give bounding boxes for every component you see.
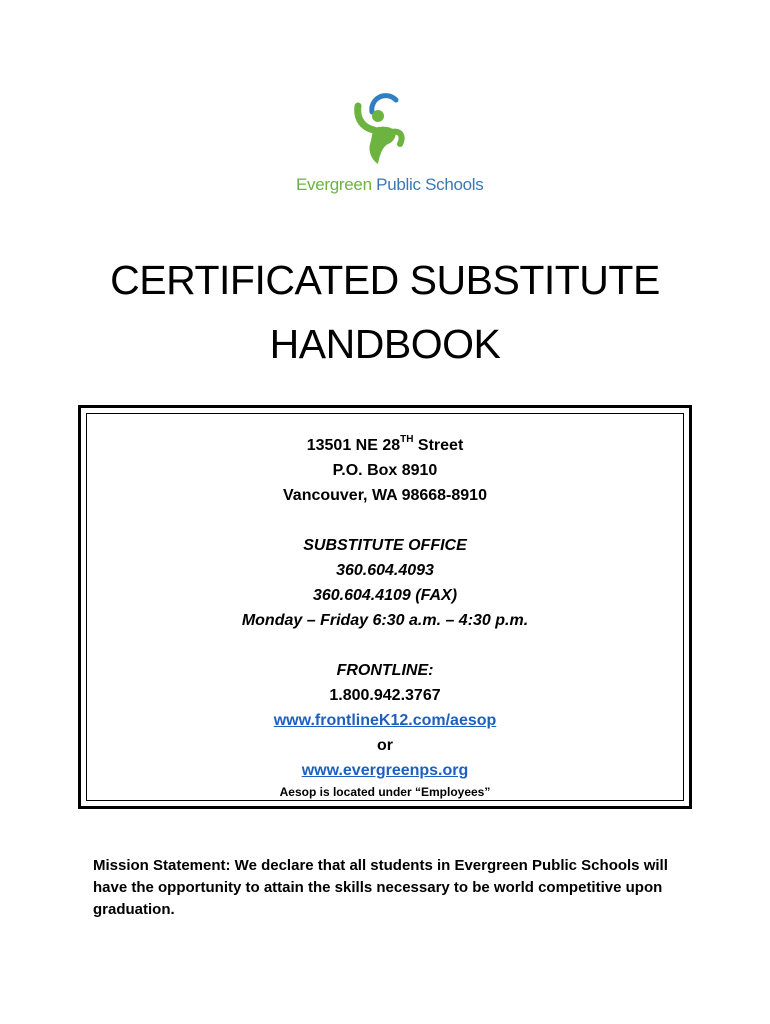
mission-statement: Mission Statement: We declare that all students in Evergreen Public Schools will have the opportunity to attain the skills necessary to be world competitive upon graduation. xyxy=(93,857,668,918)
address-superscript: TH xyxy=(400,433,414,445)
frontline-phone: 1.800.942.3767 xyxy=(329,687,441,704)
office-hours: Monday – Friday 6:30 a.m. – 4:30 p.m. xyxy=(241,612,529,629)
title-line-1: CERTIFICATED SUBSTITUTE xyxy=(110,257,660,303)
or-separator: or xyxy=(377,737,393,754)
district-website-link[interactable]: www.evergreenps.org xyxy=(301,762,469,779)
page-title xyxy=(0,248,770,376)
office-fax: 360.604.4109 (FAX) xyxy=(312,587,458,604)
district-logo xyxy=(288,85,488,210)
aesop-note: Aesop is located under “Employees” xyxy=(279,785,491,799)
logo-word-evergreen: Evergreen xyxy=(296,175,372,194)
spacer xyxy=(81,508,689,533)
address-line xyxy=(81,433,689,458)
person-logo-icon xyxy=(350,90,420,170)
contact-box-content xyxy=(81,433,689,801)
frontline-link[interactable]: www.frontlineK12.com/aesop xyxy=(273,712,497,729)
po-box: P.O. Box 8910 xyxy=(332,462,438,479)
logo-word-public-schools: Public Schools xyxy=(376,175,484,194)
city-line: Vancouver, WA 98668-8910 xyxy=(283,487,487,504)
frontline-heading: FRONTLINE: xyxy=(336,662,434,679)
office-heading: SUBSTITUTE OFFICE xyxy=(303,537,467,554)
title-line-2: HANDBOOK xyxy=(269,321,501,367)
address-street: Street xyxy=(413,437,464,454)
office-phone: 360.604.4093 xyxy=(336,562,434,579)
contact-box xyxy=(78,405,692,809)
spacer xyxy=(81,633,689,658)
logo-wordmark xyxy=(296,175,484,195)
address-number: 13501 NE 28 xyxy=(306,437,401,454)
